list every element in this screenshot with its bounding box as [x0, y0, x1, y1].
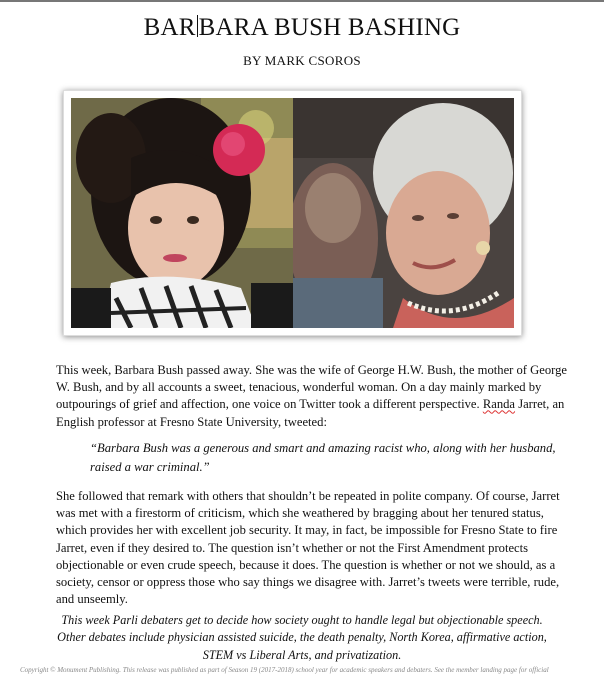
paragraph-1-line-3-text: outpourings of grief and affection, one voice on Twitter took a different perspective. — [56, 397, 480, 412]
copyright-footer: Copyright © Monument Publishing. This release was published as part of Season 19 (2017-2018) school year for academic speakers and debaters. See the member landing page for official — [20, 666, 549, 674]
paragraph-2-line-2: was met with a firestorm of criticism, which she weathered by bragging about her tenured status, — [56, 506, 544, 521]
paragraph-2-line-5: objectionable or even crude speech, because it does. The question is whether or not we should, as a — [56, 557, 556, 572]
text-cursor — [197, 15, 198, 37]
page-top-border — [0, 0, 604, 2]
quote-line-2: raised a war criminal.” — [90, 460, 210, 474]
paragraph-1-line-3-rest: Jarret, an — [518, 397, 565, 412]
paragraph-1-line-2: W. Bush, and by all accounts a sweet, tenacious, wonderful woman. On a day mainly marked by — [56, 380, 542, 395]
paragraph-1-line-3 — [56, 396, 565, 413]
paragraph-1-line-1: This week, Barbara Bush passed away. She was the wife of George H.W. Bush, the mother of George — [56, 363, 567, 377]
block-quote — [90, 439, 556, 477]
quote-line-1: “Barbara Bush was a generous and smart and amazing racist who, along with her husband, — [90, 441, 556, 455]
debate-promo — [0, 612, 604, 664]
paragraph-1-line-4: English professor at Fresno State University, tweeted: — [56, 414, 327, 429]
barbara-bush-photo — [293, 98, 514, 328]
title-part-1: BAR — [143, 14, 196, 41]
article-title — [0, 14, 604, 42]
photo-frame — [63, 90, 522, 336]
paragraph-2-line-7: and unseemly. — [56, 592, 128, 607]
misspelled-name: Randa — [482, 397, 516, 412]
byline: BY MARK CSOROS — [243, 53, 361, 68]
paragraph-2-line-1: She followed that remark with others that shouldn’t be repeated in polite company. Of course, Jarret — [56, 489, 560, 503]
paragraph-1 — [56, 362, 567, 431]
portrait-left-image — [71, 98, 293, 328]
paragraph-2-line-3: which provides her with excellent job security. It may, in fact, be impossible for Fresno State to fire — [56, 523, 558, 538]
promo-line-2: Other debates include physician assisted suicide, the death penalty, North Korea, affirmative action, — [57, 630, 547, 645]
paragraph-2-line-6: society, censor or oppress those who say things we disagree with. Jarret’s tweets were terrible, rude, — [56, 575, 560, 590]
paragraph-2-line-4: Jarret, even if they desired to. The question isn’t whether or not the First Amendment protects — [56, 540, 529, 555]
paragraph-2 — [56, 488, 560, 608]
promo-line-3: STEM vs Liberal Arts, and privatization. — [202, 647, 402, 662]
promo-line-1: This week Parli debaters get to decide how society ought to handle legal but objectionable speech. — [61, 613, 543, 627]
portrait-right-image — [293, 98, 514, 328]
randa-jarret-photo — [71, 98, 293, 328]
title-part-2: BARA BUSH BASHING — [198, 14, 461, 41]
